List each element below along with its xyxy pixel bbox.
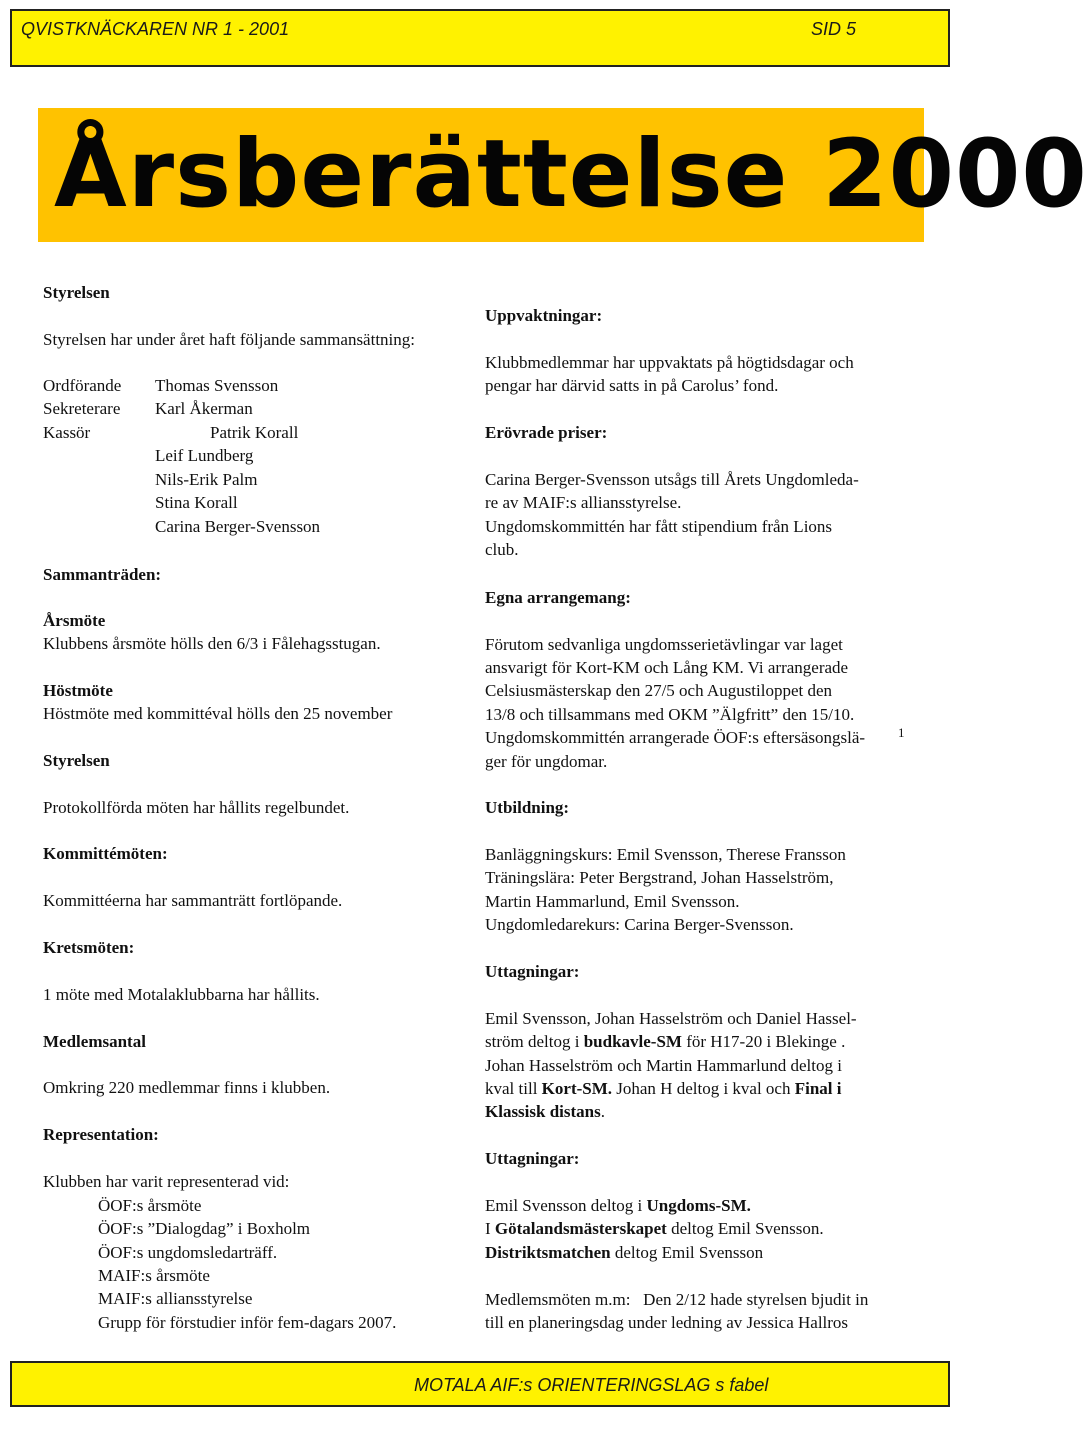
arsmote-text: Klubbens årsmöte hölls den 6/3 i Fålehagsstugan. [43,634,381,653]
list-item: ÖOF:s ”Dialogdag” i Boxholm [98,1219,311,1238]
event-name: Götalandsmästerskapet [494,1219,667,1238]
board-name: Patrik Korall [210,423,299,442]
medlemsmoten-text: Medlemsmöten m.m: Den 2/12 hade styrelsen bjudit in [485,1290,869,1309]
board-name: Carina Berger-Svensson [155,517,321,536]
board-name: Karl Åkerman [155,399,253,418]
banner-title: Årsberättelse 2000 [54,120,1088,229]
erovrade-text: Carina Berger-Svensson utsågs till Årets Ungdomleda- [485,470,859,489]
uttagningar-text: Emil Svensson deltog i Ungdoms-SM. [485,1196,751,1215]
representation-intro: Klubben har varit representerad vid: [43,1172,290,1191]
magazine-title: QVISTKNÄCKAREN NR 1 - 2001 [21,19,290,39]
egna-text: 13/8 och tillsammans med OKM ”Älgfritt” den 15/10. [485,705,855,724]
page-number: SID 5 [810,19,856,39]
event-name: Distriktsmatchen [485,1243,611,1262]
board-role: Kassör [43,423,91,442]
board-name: Stina Korall [155,493,238,512]
medlemsmoten-text: till en planeringsdag under ledning av Jessica Hallros [485,1313,849,1332]
uttagningar-text: ström deltog i budkavle-SM för H17-20 i Blekinge . [485,1032,846,1051]
uttagningar-text: I Götalandsmästerskapet deltog Emil Svensson. [485,1219,824,1238]
event-name: Ungdoms-SM. [646,1196,751,1215]
uppvaktningar-heading: Uppvaktningar: [485,306,603,325]
egna-heading: Egna arrangemang: [485,588,631,607]
uttagningar-text: Distriktsmatchen deltog Emil Svensson [485,1243,764,1262]
page-footer [10,1361,950,1407]
list-item: MAIF:s alliansstyrelse [98,1289,253,1308]
uppvaktningar-text: pengar har därvid satts in på Carolus’ fond. [485,376,779,395]
krets-heading: Kretsmöten: [43,938,135,957]
uttagningar-text: Klassisk distans. [485,1102,605,1121]
title-banner [38,108,1088,242]
event-name: Final i [794,1079,842,1098]
erovrade-text: club. [485,540,519,559]
board-name: Thomas Svensson [155,376,279,395]
uttagningar-text: Johan Hasselström och Martin Hammarlund deltog i [485,1056,842,1075]
board-name: Nils-Erik Palm [155,470,258,489]
egna-text: ansvarigt för Kort-KM och Lång KM. Vi arrangerade [485,658,849,677]
utbildning-text: Träningslära: Peter Bergstrand, Johan Hasselström, [485,868,834,887]
egna-text: Ungdomskommittén arrangerade ÖOF:s eftersäsongslä- [485,728,866,747]
kommitte-text: Kommittéerna har sammanträtt fortlöpande. [43,891,343,910]
arsmote-heading: Årsmöte [43,611,106,630]
medlem-heading: Medlemsantal [43,1032,146,1051]
styrelsen-intro: Styrelsen har under året haft följande sammansättning: [43,330,415,349]
erovrade-text: Ungdomskommittén har fått stipendium från Lions [485,517,833,536]
event-name: Klassisk distans [485,1102,601,1121]
board-role: Sekreterare [43,399,121,418]
medlem-text: Omkring 220 medlemmar finns i klubben. [43,1078,331,1097]
list-item: Grupp för förstudier inför fem-dagars 2007. [98,1313,397,1332]
board-name: Leif Lundberg [155,446,254,465]
list-item: ÖOF:s årsmöte [98,1196,202,1215]
uttagningar-heading: Uttagningar: [485,1149,580,1168]
list-item: ÖOF:s ungdomsledarträff. [98,1243,278,1262]
uppvaktningar-text: Klubbmedlemmar har uppvaktats på högtidsdagar och [485,353,854,372]
page-header [10,9,950,67]
uttagningar-heading: Uttagningar: [485,962,580,981]
erovrade-heading: Erövrade priser: [485,423,608,442]
footnote-mark: 1 [898,725,905,740]
styrelsen-meetings-text: Protokollförda möten har hållits regelbundet. [43,798,350,817]
uttagningar-text: kval till Kort-SM. Johan H deltog i kval och Final i [485,1079,842,1098]
utbildning-text: Banläggningskurs: Emil Svensson, Therese Fransson [485,845,846,864]
styrelsen-meetings-heading: Styrelsen [43,751,110,770]
footer-text: MOTALA AIF:s ORIENTERINGSLAG s fabel [414,1375,769,1395]
utbildning-heading: Utbildning: [485,798,570,817]
erovrade-text: re av MAIF:s alliansstyrelse. [485,493,682,512]
hostmote-text: Höstmöte med kommittéval hölls den 25 november [43,704,393,723]
egna-text: ger för ungdomar. [485,752,608,771]
uttagningar-text: Emil Svensson, Johan Hasselström och Daniel Hassel- [485,1009,857,1028]
utbildning-text: Martin Hammarlund, Emil Svensson. [485,892,740,911]
egna-text: Förutom sedvanliga ungdomsserietävlingar var laget [485,635,843,654]
event-name: Kort-SM. [541,1079,613,1098]
krets-text: 1 möte med Motalaklubbarna har hållits. [43,985,320,1004]
kommitte-heading: Kommittémöten: [43,844,168,863]
representation-heading: Representation: [43,1125,159,1144]
styrelsen-heading: Styrelsen [43,283,110,302]
event-name: budkavle-SM [583,1032,682,1051]
sammantraden-heading: Sammanträden: [43,565,162,584]
hostmote-heading: Höstmöte [43,681,113,700]
egna-text: Celsiusmästerskap den 27/5 och Augustiloppet den [485,681,833,700]
utbildning-text: Ungdomledarekurs: Carina Berger-Svensson. [485,915,794,934]
list-item: MAIF:s årsmöte [98,1266,210,1285]
board-role: Ordförande [43,376,122,395]
